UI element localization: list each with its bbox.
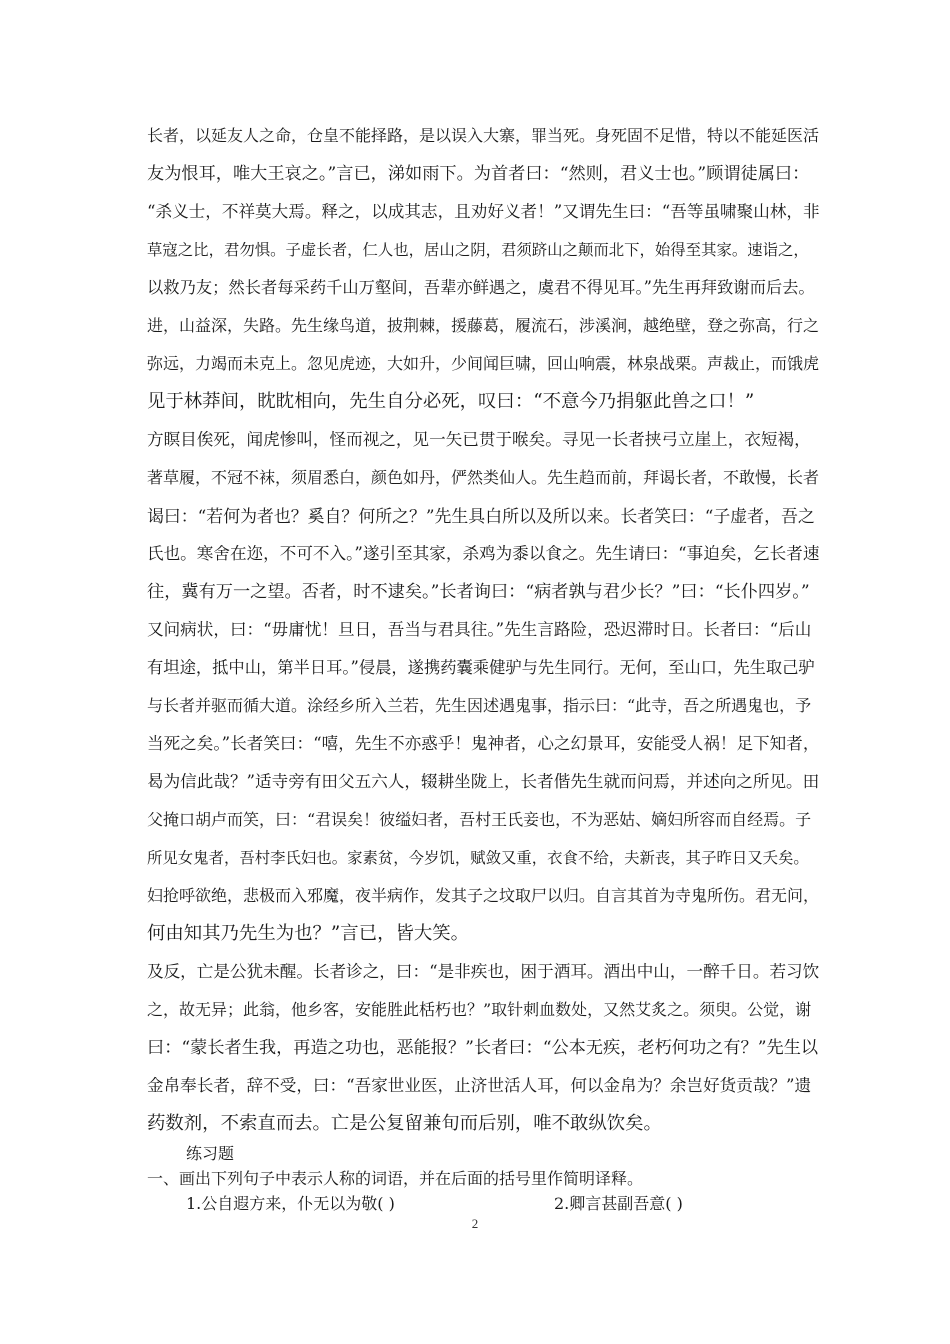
text-line: 妇抢呼欲绝，悲极而入邪魔，夜半病作，发其子之坟取尸以归。自言其首为寺鬼所伤。君无问， — [147, 886, 820, 905]
text-line: 与长者并驱而循大道。涂经乡所入兰若，先生因述遇鬼事，指示曰：“此寺，吾之所遇鬼也，予 — [147, 696, 812, 715]
text-line: 所见女鬼者，吾村李氏妇也。家素贫，今岁饥，赋敛又重，衣食不给，夫新丧，其子昨日又夭矣。 — [147, 849, 809, 867]
text-line: 曷为信此哉？”适寺旁有田父五六人，辍耕坐陇上，长者偕先生就而问焉，并述向之所见。田 — [147, 772, 820, 791]
exercise-item: 1.公自遐方来，仆无以为敬( ) — [186, 1194, 395, 1213]
text-line: 弥远，力竭而未克上。忽见虎迹，大如升，少间闻巨啸，回山响震，林泉战栗。声裁止，而饿虎 — [147, 354, 820, 373]
text-line: 当死之矣。”长者笑曰：“嘻，先生不亦惑乎！鬼神者，心之幻景耳，安能受人祸！足下知者， — [147, 734, 820, 753]
text-line: 著草履，不冠不袜，须眉悉白，颜色如丹，俨然类仙人。先生趋而前，拜谒长者，不敢慢，长者 — [147, 468, 820, 487]
text-line: 草寇之比，君勿惧。子虚长者，仁人也，居山之阴，君须跻山之颠而北下，始得至其家。速诣之， — [147, 241, 809, 259]
text-line: 友为恨耳，唯大王哀之。”言已，涕如雨下。为首者曰：“然则，君义士也。”顾谓徒属曰： — [147, 164, 810, 184]
text-line: “杀义士，不祥莫大焉。释之，以成其志，且劝好义者！”又谓先生曰：“吾等虽啸聚山林，非 — [147, 202, 820, 221]
text-line: 往，冀有万一之望。否者，时不逮矣。”长者询曰：“病者孰与君少长？”曰：“长仆四岁。” — [147, 582, 810, 602]
exercise-title: 练习题 — [186, 1144, 235, 1163]
text-line: 谒曰：“若何为者也？奚自？何所之？”先生具白所以及所以来。长者笑曰：“子虚者，吾之 — [147, 506, 815, 526]
text-line: 见于林莽间，眈眈相向，先生自分必死，叹曰：“不意今乃捐躯此兽之口！” — [147, 391, 755, 412]
text-line: 父掩口胡卢而笑，曰：“君误矣！彼缢妇者，吾村王氏妾也，不为恶姑、嫡妇所容而自经焉。子 — [147, 810, 812, 829]
text-line: 长者，以延友人之命，仓皇不能择路，是以误入大寨，罪当死。身死固不足惜，特以不能延医活 — [147, 126, 820, 145]
text-line: 之，故无异；此翁，他乡客，安能胜此栝朽也？”取针刺血数处，又然艾炙之。须臾。公觉，谢 — [147, 1000, 812, 1019]
exercise-item: 2.卿言甚副吾意( ) — [554, 1194, 683, 1213]
text-line: 金帛奉长者，辞不受，曰：“吾家世业医，止济世活人耳，何以金帛为？余岂好货贡哉？”遗 — [147, 1076, 812, 1095]
text-line: 氏也。寒舍在迩，不可不入。”遂引至其家，杀鸡为黍以食之。先生请曰：“事迫矣，乞长者速 — [147, 544, 820, 563]
text-line: 及反，亡是公犹未醒。长者诊之，曰：“是非疾也，困于酒耳。酒出中山，一醉千日。若习饮 — [147, 962, 820, 981]
text-line: 何由知其乃先生为也？”言已，皆大笑。 — [147, 923, 470, 944]
exercise-question: 一、画出下列句子中表示人称的词语，并在后面的括号里作简明译释。 — [147, 1169, 644, 1188]
text-line: 方瞑目俟死，闻虎惨叫，怪而视之，见一矢已贯于喉矣。寻见一长者挟弓立崖上，衣短褐， — [147, 430, 811, 449]
text-line: 有坦途，抵中山，第半日耳。”侵晨，遂携药囊乘健驴与先生同行。无何，至山口，先生取己驴 — [147, 658, 815, 677]
page-number: 2 — [471, 1216, 479, 1231]
text-line: 又问病状，曰：“毋庸忧！旦日，吾当与君具往。”先生言路险，恐迟滞时日。长者曰：“后山 — [147, 620, 812, 639]
text-line: 进，山益深，失路。先生缘鸟道，披荆棘，援藤葛，履流石，涉溪涧，越绝壁，登之弥高，行之 — [147, 316, 820, 335]
text-line: 曰：“蒙长者生我，再造之功也，恶能报？”长者曰：“公本无疾，老朽何功之有？”先生以 — [147, 1038, 819, 1058]
text-line: 以救乃友；然长者每采药千山万壑间，吾辈亦鲜遇之，虞君不得见耳。”先生再拜致谢而后去。 — [147, 278, 815, 297]
text-line: 药数剂，不索直而去。亡是公复留兼旬而后别，唯不敢纵饮矣。 — [147, 1113, 662, 1134]
